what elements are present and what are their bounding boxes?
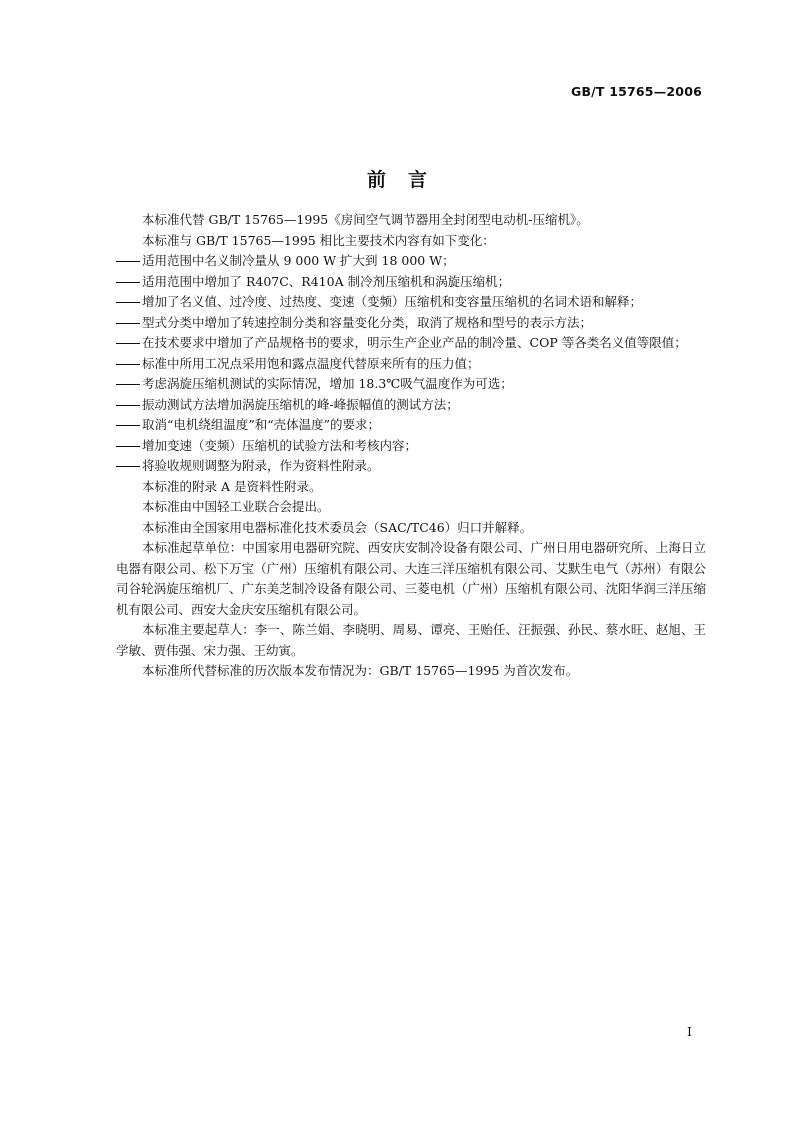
list-item: 标准中所用工况点采用饱和露点温度代替原来所有的压力值；	[116, 354, 706, 375]
dash-mark	[116, 333, 142, 354]
paragraph-replaces: 本标准代替 GB/T 15765—1995《房间空气调节器用全封闭型电动机-压缩机》。	[142, 212, 589, 227]
list-item: 增加变速（变频）压缩机的试验方法和考核内容；	[116, 436, 706, 457]
dash-mark	[116, 415, 142, 436]
list-item: 将验收规则调整为附录，作为资料性附录。	[116, 456, 706, 477]
list-item: 适用范围中名义制冷量从 9 000 W 扩大到 18 000 W；	[116, 251, 706, 272]
list-item: 振动测试方法增加涡旋压缩机的峰-峰振幅值的测试方法；	[116, 395, 706, 416]
list-item: 适用范围中增加了 R407C、R410A 制冷剂压缩机和涡旋压缩机；	[116, 272, 706, 293]
dash-mark	[116, 456, 142, 477]
changes-list	[116, 251, 706, 477]
page-number: I	[687, 1024, 692, 1039]
dash-mark	[116, 251, 142, 272]
dash-mark	[116, 292, 142, 313]
dash-mark	[116, 395, 142, 416]
foreword-body	[116, 210, 706, 682]
paragraph-history: 本标准所代替标准的历次版本发布情况为：GB/T 15765—1995 为首次发布。	[142, 663, 579, 678]
list-item: 在技术要求中增加了产品规格书的要求，明示生产企业产品的制冷量、COP 等各类名义值等限值；	[116, 333, 706, 354]
paragraph-centralized-by: 本标准由全国家用电器标准化技术委员会（SAC/TC46）归口并解释。	[142, 519, 533, 535]
dash-mark	[116, 272, 142, 293]
dash-mark	[116, 436, 142, 457]
dash-mark	[116, 354, 142, 375]
page-title: 前言	[366, 168, 449, 191]
list-item: 型式分类中增加了转速控制分类和容量变化分类，取消了规格和型号的表示方法；	[116, 313, 706, 334]
list-item: 增加了名义值、过冷度、过热度、变速（变频）压缩机和变容量压缩机的名词术语和解释；	[116, 292, 706, 313]
standard-number: GB/T 15765—2006	[570, 84, 702, 99]
paragraph-drafters: 本标准主要起草人：李一、陈兰娟、李晓明、周易、谭亮、王贻任、汪振强、孙民、蔡水旺、赵旭、王学敏、贾伟强、宋力强、王幼寅。	[116, 622, 706, 658]
dash-mark	[116, 374, 142, 395]
paragraph-annex: 本标准的附录 A 是资料性附录。	[142, 478, 322, 494]
paragraph-drafting-units: 本标准起草单位：中国家用电器研究院、西安庆安制冷设备有限公司、广州日用电器研究所、上海日立电器有限公司、松下万宝（广州）压缩机有限公司、大连三洋压缩机有限公司、艾默生电气（苏州）有限公司谷轮涡旋压缩机厂、广东美芝制冷设备有限公司、三菱电机（广州）压缩机有限公司、沈阳华润三洋压缩机有限公司、西安大金庆安压缩机有限公司。	[116, 540, 706, 617]
list-item: 取消“电机绕组温度”和“壳体温度”的要求；	[116, 415, 706, 436]
dash-mark	[116, 313, 142, 334]
list-item: 考虑涡旋压缩机测试的实际情况，增加 18.3℃吸气温度作为可选；	[116, 374, 706, 395]
paragraph-changes-intro: 本标准与 GB/T 15765—1995 相比主要技术内容有如下变化：	[142, 232, 495, 248]
paragraph-proposed-by: 本标准由中国轻工业联合会提出。	[142, 499, 330, 514]
